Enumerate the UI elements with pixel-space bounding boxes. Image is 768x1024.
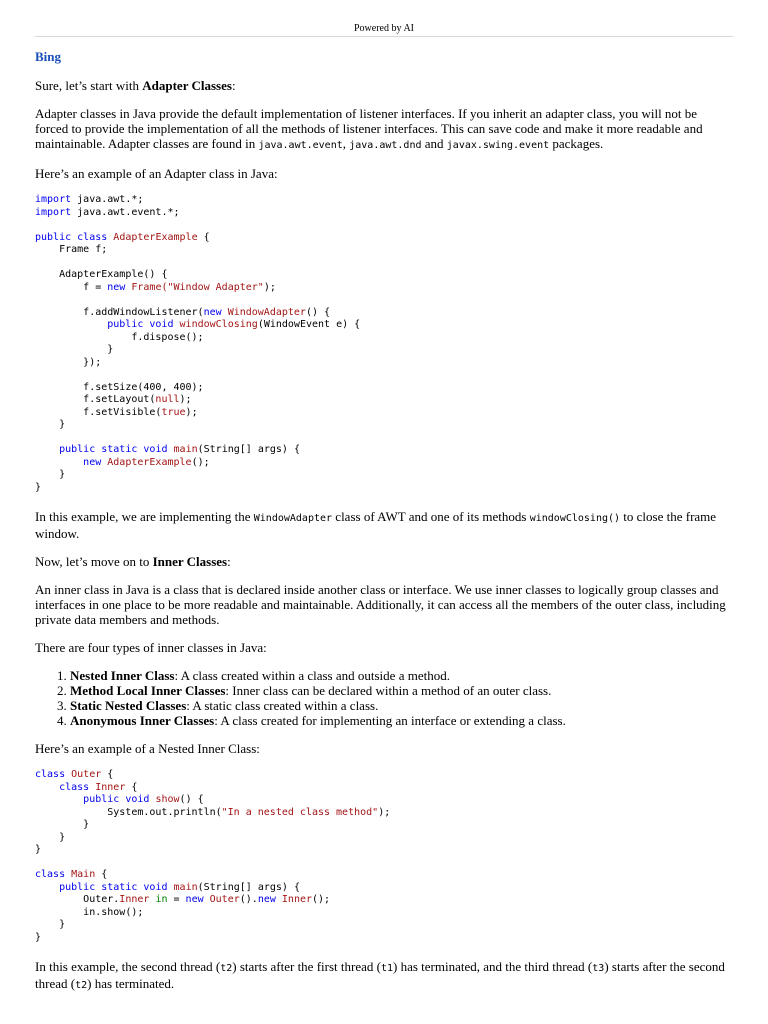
code-token: } <box>83 819 90 830</box>
code-token: () { <box>305 306 331 318</box>
explain-text: ) has terminated, and the third thread ( <box>393 959 593 974</box>
code-token: static <box>101 444 138 455</box>
code-token: public <box>107 319 144 330</box>
code-token: Inner <box>95 781 126 793</box>
code-token: ); <box>185 406 198 418</box>
inline-code: t2 <box>220 963 233 974</box>
inline-code: WindowAdapter <box>253 513 333 524</box>
code-token: System.out.println( <box>107 806 222 818</box>
code-token: import <box>35 206 72 218</box>
list-item-text: : A static class created within a class. <box>186 698 379 713</box>
explain-text: class of AWT and one of its methods <box>332 509 530 524</box>
page-header: Powered by AI <box>35 23 733 37</box>
adapter-desc-sep: and <box>421 136 447 151</box>
code-token: f.setVisible( <box>83 406 162 418</box>
code-token: show <box>155 794 180 805</box>
list-item-text: : Inner class can be declared within a method of an outer class. <box>225 683 552 698</box>
code-token: }); <box>83 356 102 368</box>
code-token: (String[] args) { <box>197 881 300 893</box>
code-token: f.setLayout( <box>83 394 156 405</box>
adapter-desc-sep: , <box>342 136 350 151</box>
code-token: (String[] args) { <box>197 444 300 455</box>
explain-text: ) starts after the first thread ( <box>232 959 381 974</box>
adapter-intro <box>35 78 733 93</box>
code-token: java.awt.*; <box>77 194 144 205</box>
code-token: Main <box>71 869 96 880</box>
code-token: Frame( <box>131 281 168 293</box>
code-token: } <box>59 419 66 430</box>
code-token: class <box>59 781 90 793</box>
explain-text: ) has terminated. <box>87 976 175 991</box>
code-block-adapter <box>35 194 733 494</box>
adapter-desc-text: Adapter classes in Java provide the default implementation of listener interfaces. If you inherit an adapter class, you will not be forced to provide the implementation of all the methods of listener interfaces. This can save code and make it more readable and maintainable. Adapter classes are found in <box>35 106 703 151</box>
code-token: in <box>155 894 168 905</box>
code-token: Outer <box>209 894 240 905</box>
code-token: AdapterExample <box>107 456 192 468</box>
code-token: void <box>143 881 168 893</box>
code-token: f.dispose(); <box>131 331 204 343</box>
inline-code: windowClosing() <box>529 513 621 524</box>
code-token: public <box>35 231 72 243</box>
inner-types-list <box>35 668 733 728</box>
code-token: new <box>257 894 276 905</box>
code-token: void <box>149 319 174 330</box>
code-token: { <box>101 769 114 780</box>
code-token: void <box>125 794 150 805</box>
code-token: AdapterExample() { <box>59 269 168 280</box>
code-token: } <box>35 931 42 943</box>
inline-code: t3 <box>592 963 605 974</box>
list-item-title: Anonymous Inner Classes <box>70 713 215 728</box>
list-item-title: Nested Inner Class <box>70 668 175 683</box>
code-token: public <box>83 794 120 805</box>
code-token: (WindowEvent e) { <box>257 319 361 330</box>
code-token: in.show(); <box>83 906 144 918</box>
thread-explanation <box>35 959 733 993</box>
code-token: import <box>35 194 72 205</box>
code-token: Inner <box>119 894 150 905</box>
adapter-explanation <box>35 509 733 541</box>
code-token: Outer. <box>83 894 120 905</box>
list-item <box>70 698 733 713</box>
code-token: Inner <box>281 894 313 905</box>
code-token: { <box>197 231 210 243</box>
list-item-text: : A class created within a class and outside a method. <box>174 668 450 683</box>
inner-types-intro: There are four types of inner classes in Java: <box>35 640 267 655</box>
code-token: AdapterExample <box>113 231 198 243</box>
code-token: class <box>35 869 66 880</box>
speaker-name: Bing <box>35 49 62 64</box>
list-item <box>70 713 733 728</box>
code-token: true <box>161 406 186 418</box>
intro-suffix: : <box>227 554 231 569</box>
adapter-desc-end: packages. <box>549 136 604 151</box>
code-token: f.setSize(400, 400); <box>83 381 204 393</box>
code-token: = <box>167 894 186 905</box>
list-item <box>70 668 733 683</box>
code-token: public <box>59 444 96 455</box>
code-token: (); <box>191 456 210 468</box>
adapter-description <box>35 106 733 153</box>
code-token: "Window Adapter" <box>167 281 264 293</box>
explain-text: ) starts after the second thread ( <box>35 959 725 991</box>
inline-code: java.awt.dnd <box>349 140 422 151</box>
inline-code: java.awt.event <box>258 140 343 151</box>
code-token: () { <box>179 794 204 805</box>
code-token: f = <box>83 281 108 293</box>
adapter-example-intro: Here’s an example of an Adapter class in Java: <box>35 166 278 181</box>
inline-code: javax.swing.event <box>446 140 550 151</box>
code-token: void <box>143 444 168 455</box>
inner-description: An inner class in Java is a class that is declared inside another class or interface. We use inner classes to logically group classes and interfaces in one place to be more readable and maintainable. Additionally, it can access all the members of the outer class, including private data members and methods. <box>35 582 726 627</box>
code-token: class <box>35 769 66 780</box>
list-item-title: Static Nested Classes <box>70 698 187 713</box>
code-token: (); <box>312 894 331 905</box>
code-token: "In a nested class method" <box>221 806 379 818</box>
code-token: { <box>125 781 138 793</box>
list-item-title: Method Local Inner Classes <box>70 683 226 698</box>
code-token: main <box>173 444 198 455</box>
code-token: main <box>173 881 198 893</box>
code-token: new <box>203 306 222 318</box>
code-token: new <box>83 456 102 468</box>
code-token: null <box>155 394 180 405</box>
list-item <box>70 683 733 698</box>
code-token: ); <box>179 394 192 405</box>
intro-suffix: : <box>231 78 236 93</box>
page <box>35 0 733 993</box>
code-token: new <box>107 281 126 293</box>
code-token: } <box>107 344 114 355</box>
explain-text: In this example, we are implementing the <box>35 509 254 524</box>
nested-example-intro: Here’s an example of a Nested Inner Class: <box>35 741 260 756</box>
code-token: } <box>59 831 66 843</box>
code-token: } <box>35 481 42 493</box>
code-token: WindowAdapter <box>227 306 306 318</box>
code-token: new <box>185 894 204 905</box>
code-block-nested <box>35 769 733 944</box>
code-token: (). <box>239 894 258 905</box>
intro-prefix: Sure, let’s start with <box>35 78 143 93</box>
intro-prefix: Now, let’s move on to <box>35 554 153 569</box>
code-token: class <box>77 231 108 243</box>
intro-bold: Inner Classes <box>152 554 228 569</box>
code-token: ); <box>378 806 391 818</box>
code-token: public <box>59 881 96 893</box>
code-token: java.awt.event.*; <box>77 206 180 218</box>
code-token: { <box>95 869 108 880</box>
code-token: Frame f; <box>59 244 108 255</box>
inline-code: t2 <box>75 980 88 991</box>
code-token: windowClosing <box>179 319 258 330</box>
explain-text: to close the frame window. <box>35 509 717 541</box>
code-token: static <box>101 881 138 893</box>
code-token: Outer <box>71 769 102 780</box>
inline-code: t1 <box>380 963 393 974</box>
inner-intro <box>35 554 733 569</box>
explain-text: In this example, the second thread ( <box>35 959 221 974</box>
list-item-text: : A class created for implementing an interface or extending a class. <box>214 713 566 728</box>
code-token: f.addWindowListener( <box>83 306 204 318</box>
code-token: } <box>59 469 66 480</box>
code-token: } <box>59 919 66 930</box>
intro-bold: Adapter Classes <box>142 78 232 93</box>
code-token: ); <box>263 281 276 293</box>
code-token: } <box>35 844 42 855</box>
